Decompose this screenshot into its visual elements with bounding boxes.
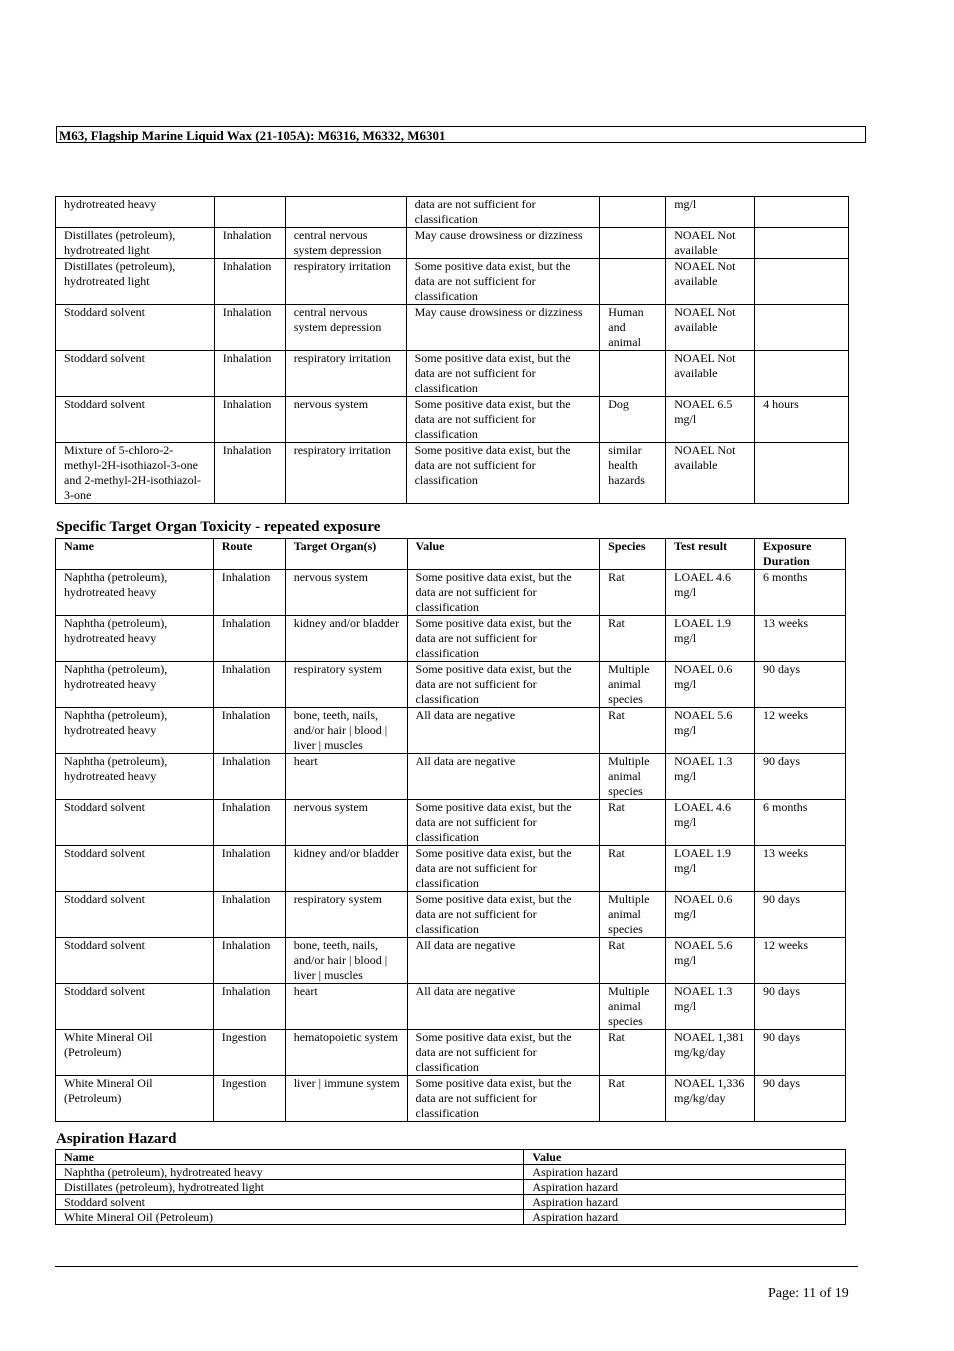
table-cell: Stoddard solvent: [56, 892, 214, 938]
table-cell: Distillates (petroleum), hydrotreated light: [56, 259, 215, 305]
table-cell: Inhalation: [213, 892, 285, 938]
table-cell: [600, 228, 666, 259]
table-cell: Inhalation: [213, 616, 285, 662]
table-cell: Multiple animal species: [600, 662, 666, 708]
table-row: [56, 984, 846, 1030]
table-cell: Aspiration hazard: [524, 1180, 846, 1195]
table-cell: heart: [285, 984, 407, 1030]
column-header: Test result: [666, 539, 755, 570]
table-cell: Stoddard solvent: [56, 800, 214, 846]
table-cell: Some positive data exist, but the data are not sufficient for classification: [406, 351, 600, 397]
table-cell: Some positive data exist, but the data are not sufficient for classification: [407, 800, 600, 846]
table-cell: hydrotreated heavy: [56, 197, 215, 228]
table-cell: [285, 197, 406, 228]
table-cell: [755, 228, 849, 259]
table-cell: kidney and/or bladder: [285, 616, 407, 662]
table-cell: mg/l: [666, 197, 755, 228]
column-header: Value: [407, 539, 600, 570]
table-cell: 90 days: [755, 662, 846, 708]
table-cell: All data are negative: [407, 938, 600, 984]
table-cell: 90 days: [755, 754, 846, 800]
table-cell: NOAEL 0.6 mg/l: [666, 662, 755, 708]
table-cell: Naphtha (petroleum), hydrotreated heavy: [56, 708, 214, 754]
table-row: [56, 351, 849, 397]
table-cell: 6 months: [755, 800, 846, 846]
table-cell: NOAEL 1,336 mg/kg/day: [666, 1076, 755, 1122]
table-cell: NOAEL Not available: [666, 228, 755, 259]
table-cell: [214, 197, 285, 228]
table-row: [56, 938, 846, 984]
table-cell: Naphtha (petroleum), hydrotreated heavy: [56, 616, 214, 662]
table-cell: liver | immune system: [285, 1076, 407, 1122]
table-cell: respiratory irritation: [285, 259, 406, 305]
table-row: [56, 1165, 846, 1180]
table-row: [56, 1210, 846, 1225]
table-cell: White Mineral Oil (Petroleum): [56, 1210, 524, 1225]
table-row: [56, 259, 849, 305]
table-cell: hematopoietic system: [285, 1030, 407, 1076]
table-cell: Rat: [600, 1030, 666, 1076]
single-exposure-table-continued: [55, 196, 849, 504]
table-row: [56, 616, 846, 662]
table-cell: Distillates (petroleum), hydrotreated light: [56, 228, 215, 259]
table-row: [56, 754, 846, 800]
table-cell: Ingestion: [213, 1076, 285, 1122]
table-cell: All data are negative: [407, 754, 600, 800]
table-cell: NOAEL 0.6 mg/l: [666, 892, 755, 938]
column-header: Name: [56, 539, 214, 570]
table-cell: White Mineral Oil (Petroleum): [56, 1030, 214, 1076]
table-cell: Some positive data exist, but the data are not sufficient for classification: [407, 1030, 600, 1076]
table-cell: Some positive data exist, but the data are not sufficient for classification: [407, 892, 600, 938]
table-cell: NOAEL Not available: [666, 259, 755, 305]
table-cell: Inhalation: [213, 846, 285, 892]
table-cell: NOAEL Not available: [666, 351, 755, 397]
footer-divider: [55, 1266, 858, 1267]
table-cell: Stoddard solvent: [56, 397, 215, 443]
table-cell: Inhalation: [214, 228, 285, 259]
table-cell: bone, teeth, nails, and/or hair | blood | liver | muscles: [285, 708, 407, 754]
table-cell: Stoddard solvent: [56, 1195, 524, 1210]
table-row: [56, 197, 849, 228]
table-cell: Ingestion: [213, 1030, 285, 1076]
column-header: Target Organ(s): [285, 539, 407, 570]
table-cell: [600, 351, 666, 397]
table-cell: NOAEL 5.6 mg/l: [666, 938, 755, 984]
table-cell: bone, teeth, nails, and/or hair | blood | liver | muscles: [285, 938, 407, 984]
table-cell: May cause drowsiness or dizziness: [406, 305, 600, 351]
table-cell: Some positive data exist, but the data are not sufficient for classification: [407, 662, 600, 708]
table-cell: 12 weeks: [755, 708, 846, 754]
table-cell: [755, 197, 849, 228]
table-row: [56, 397, 849, 443]
column-header: Species: [600, 539, 666, 570]
table-cell: respiratory irritation: [285, 443, 406, 504]
table-cell: data are not sufficient for classification: [406, 197, 600, 228]
table-cell: Aspiration hazard: [524, 1195, 846, 1210]
table-cell: Aspiration hazard: [524, 1165, 846, 1180]
table-cell: Some positive data exist, but the data are not sufficient for classification: [407, 570, 600, 616]
table-cell: Rat: [600, 938, 666, 984]
table-cell: Inhalation: [213, 570, 285, 616]
table-cell: NOAEL 1.3 mg/l: [666, 754, 755, 800]
table-row: [56, 305, 849, 351]
table-cell: central nervous system depression: [285, 228, 406, 259]
table-cell: Some positive data exist, but the data are not sufficient for classification: [407, 1076, 600, 1122]
table-cell: White Mineral Oil (Petroleum): [56, 1076, 214, 1122]
table-cell: Stoddard solvent: [56, 846, 214, 892]
table-cell: Inhalation: [214, 443, 285, 504]
table-cell: Some positive data exist, but the data are not sufficient for classification: [407, 616, 600, 662]
table-cell: NOAEL 6.5 mg/l: [666, 397, 755, 443]
column-header: Route: [213, 539, 285, 570]
table-cell: Inhalation: [214, 397, 285, 443]
table-cell: central nervous system depression: [285, 305, 406, 351]
document-header-title: M63, Flagship Marine Liquid Wax (21-105A): M6316, M6332, M6301: [56, 126, 866, 143]
column-header: Value: [524, 1150, 846, 1165]
table-cell: Some positive data exist, but the data are not sufficient for classification: [406, 443, 600, 504]
table-cell: Inhalation: [213, 984, 285, 1030]
table-cell: [755, 443, 849, 504]
table-header-row: [56, 1150, 846, 1165]
table-cell: All data are negative: [407, 984, 600, 1030]
table-cell: Multiple animal species: [600, 892, 666, 938]
page-number: Page: 11 of 19: [768, 1286, 849, 1301]
table-cell: Inhalation: [214, 259, 285, 305]
repeated-exposure-title: Specific Target Organ Toxicity - repeated exposure: [56, 519, 381, 535]
table-cell: LOAEL 4.6 mg/l: [666, 800, 755, 846]
table-cell: Stoddard solvent: [56, 938, 214, 984]
table-cell: Rat: [600, 616, 666, 662]
table-cell: 13 weeks: [755, 846, 846, 892]
table-cell: nervous system: [285, 800, 407, 846]
table-row: [56, 800, 846, 846]
table-cell: 90 days: [755, 892, 846, 938]
table-row: [56, 1076, 846, 1122]
table-cell: Mixture of 5-chloro-2-methyl-2H-isothiazol-3-one and 2-methyl-2H-isothiazol-3-one: [56, 443, 215, 504]
table-cell: LOAEL 1.9 mg/l: [666, 846, 755, 892]
table-cell: Inhalation: [213, 938, 285, 984]
table-cell: Some positive data exist, but the data are not sufficient for classification: [406, 397, 600, 443]
table-cell: Stoddard solvent: [56, 984, 214, 1030]
table-cell: respiratory system: [285, 892, 407, 938]
table-row: [56, 1195, 846, 1210]
table-cell: respiratory irritation: [285, 351, 406, 397]
table-cell: NOAEL Not available: [666, 305, 755, 351]
table-row: [56, 1180, 846, 1195]
table-cell: Rat: [600, 1076, 666, 1122]
table-cell: nervous system: [285, 397, 406, 443]
table-cell: NOAEL 1,381 mg/kg/day: [666, 1030, 755, 1076]
table-cell: NOAEL Not available: [666, 443, 755, 504]
table-cell: Rat: [600, 570, 666, 616]
table-row: [56, 1030, 846, 1076]
table-cell: NOAEL 5.6 mg/l: [666, 708, 755, 754]
table-cell: Rat: [600, 846, 666, 892]
table-cell: May cause drowsiness or dizziness: [406, 228, 600, 259]
table-cell: Rat: [600, 708, 666, 754]
table-cell: 12 weeks: [755, 938, 846, 984]
table-cell: kidney and/or bladder: [285, 846, 407, 892]
table-cell: Dog: [600, 397, 666, 443]
table-cell: Inhalation: [213, 754, 285, 800]
aspiration-hazard-table: [55, 1149, 846, 1225]
table-cell: Multiple animal species: [600, 984, 666, 1030]
table-cell: Some positive data exist, but the data are not sufficient for classification: [406, 259, 600, 305]
table-cell: nervous system: [285, 570, 407, 616]
column-header: Exposure Duration: [755, 539, 846, 570]
table-cell: respiratory system: [285, 662, 407, 708]
table-row: [56, 443, 849, 504]
table-cell: Naphtha (petroleum), hydrotreated heavy: [56, 570, 214, 616]
table-cell: LOAEL 1.9 mg/l: [666, 616, 755, 662]
table-cell: Some positive data exist, but the data are not sufficient for classification: [407, 846, 600, 892]
table-cell: Naphtha (petroleum), hydrotreated heavy: [56, 754, 214, 800]
table-row: [56, 892, 846, 938]
table-cell: Stoddard solvent: [56, 351, 215, 397]
table-cell: All data are negative: [407, 708, 600, 754]
table-cell: Multiple animal species: [600, 754, 666, 800]
table-header-row: [56, 539, 846, 570]
repeated-exposure-table: [55, 538, 846, 1122]
table-cell: NOAEL 1.3 mg/l: [666, 984, 755, 1030]
table-cell: Stoddard solvent: [56, 305, 215, 351]
table-cell: 13 weeks: [755, 616, 846, 662]
table-cell: Distillates (petroleum), hydrotreated light: [56, 1180, 524, 1195]
table-cell: similar health hazards: [600, 443, 666, 504]
table-cell: [600, 259, 666, 305]
column-header: Name: [56, 1150, 524, 1165]
table-cell: Inhalation: [213, 662, 285, 708]
table-cell: [755, 351, 849, 397]
table-cell: [600, 197, 666, 228]
table-cell: [755, 305, 849, 351]
table-cell: Rat: [600, 800, 666, 846]
table-row: [56, 662, 846, 708]
table-row: [56, 708, 846, 754]
table-cell: 90 days: [755, 1076, 846, 1122]
table-cell: Inhalation: [213, 708, 285, 754]
table-row: [56, 570, 846, 616]
table-cell: Inhalation: [213, 800, 285, 846]
table-cell: Naphtha (petroleum), hydrotreated heavy: [56, 662, 214, 708]
table-cell: Inhalation: [214, 305, 285, 351]
aspiration-hazard-title: Aspiration Hazard: [56, 1131, 177, 1147]
table-cell: Human and animal: [600, 305, 666, 351]
table-row: [56, 846, 846, 892]
table-row: [56, 228, 849, 259]
table-cell: Naphtha (petroleum), hydrotreated heavy: [56, 1165, 524, 1180]
table-cell: Aspiration hazard: [524, 1210, 846, 1225]
table-cell: heart: [285, 754, 407, 800]
table-cell: [755, 259, 849, 305]
table-cell: Inhalation: [214, 351, 285, 397]
table-cell: 4 hours: [755, 397, 849, 443]
table-cell: 90 days: [755, 984, 846, 1030]
table-cell: LOAEL 4.6 mg/l: [666, 570, 755, 616]
table-cell: 6 months: [755, 570, 846, 616]
table-cell: 90 days: [755, 1030, 846, 1076]
